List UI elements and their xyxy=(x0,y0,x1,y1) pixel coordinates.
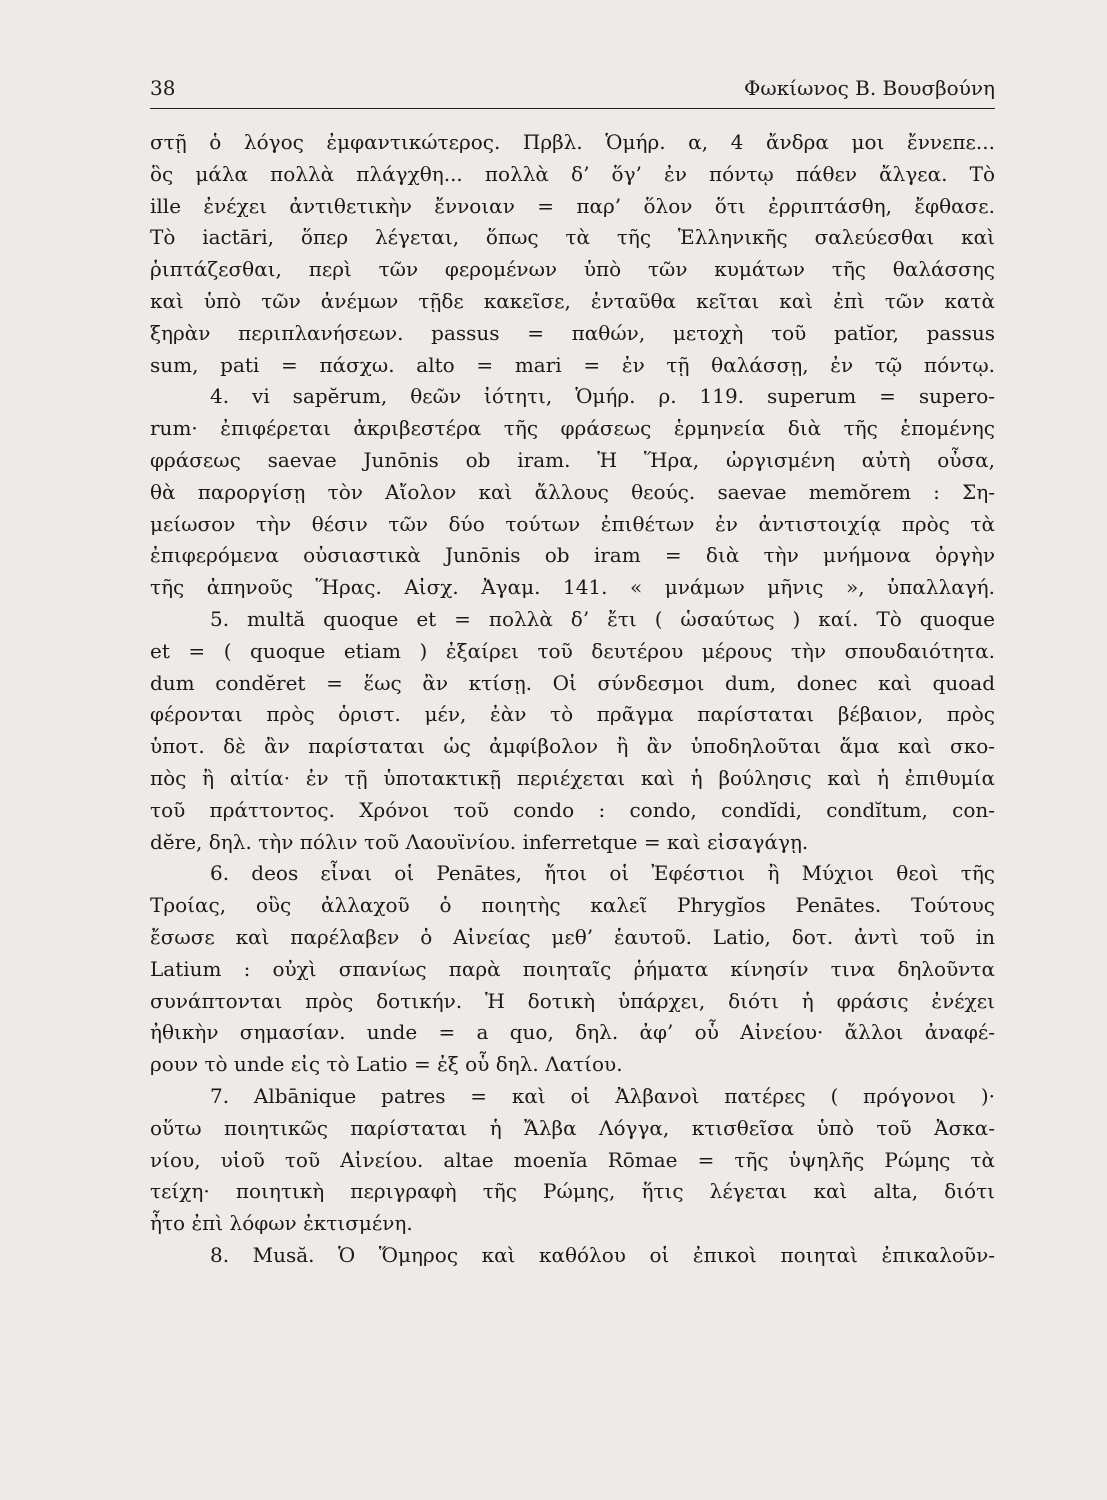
page-number: 38 xyxy=(150,76,176,100)
text-line: 4. vi sapĕrum, θεῶν ἰότητι, Ὁμήρ. ρ. 119. superum = supero- xyxy=(210,384,995,409)
text-line: et = ( quoque etiam ) ἐξαίρει τοῦ δευτέρου μέρους τὴν σπουδαιότητα. xyxy=(150,638,995,663)
text-line: 6. deos εἶναι οἱ Penātes, ἤτοι οἱ Ἐφέστιοι ἢ Μύχιοι θεοὶ τῆς xyxy=(210,861,995,886)
text-line: τῆς ἀπηνοῦς Ἥρας. Αἰσχ. Ἀγαμ. 141. « μνάμων μῆνις », ὑπαλλαγή. xyxy=(150,575,995,600)
text-line: Latium : οὐχὶ σπανίως παρὰ ποιηταῖς ῥήματα κίνησίν τινα δηλοῦντα xyxy=(150,956,995,981)
text-line: ξηρὰν περιπλανήσεων. passus = παθών, μετοχὴ τοῦ patĭor, passus xyxy=(150,320,995,345)
text-line: sum, pati = πάσχω. alto = mari = ἐν τῇ θαλάσσῃ, ἐν τῷ πόντῳ. xyxy=(150,352,995,377)
text-line: ἐπιφερόμενα οὐσιαστικὰ Junōnis ob iram = διὰ τὴν μνήμονα ὀργὴν xyxy=(150,543,995,568)
text-line: 7. Albānique patres = καὶ οἱ Ἀλβανοὶ πατέρες ( πρόγονοι )· xyxy=(210,1083,995,1108)
text-line: οὕτω ποιητικῶς παρίσταται ἡ Ἄλβα Λόγγα, κτισθεῖσα ὑπὸ τοῦ Ἀσκα- xyxy=(150,1115,995,1140)
text-line: καὶ ὑπὸ τῶν ἀνέμων τῇδε κακεῖσε, ἐνταῦθα κεῖται καὶ ἐπὶ τῶν κατὰ xyxy=(150,288,995,313)
text-line: 8. Musă. Ὁ Ὅμηρος καὶ καθόλου οἱ ἐπικοὶ ποιηταὶ ἐπικαλοῦν- xyxy=(210,1242,995,1267)
text-line: 5. multă quoque et = πολλὰ δ’ ἔτι ( ὡσαύτως ) καί. Τὸ quoque xyxy=(210,606,995,631)
text-line: στῇ ὁ λόγος ἐμφαντικώτερος. Πρβλ. Ὁμήρ. α, 4 ἄνδρα μοι ἔννεπε... xyxy=(150,130,995,154)
text-line: φέρονται πρὸς ὁριστ. μέν, ἐὰν τὸ πρᾶγμα παρίσταται βέβαιον, πρὸς xyxy=(150,702,995,727)
text-line: τείχη· ποιητικὴ περιγραφὴ τῆς Ρώμης, ἥτις λέγεται καὶ alta, διότι xyxy=(150,1179,995,1204)
text-line: τοῦ πράττοντος. Χρόνοι τοῦ condo : condo, condĭdi, condĭtum, con- xyxy=(150,797,995,822)
text-line: ἠθικὴν σημασίαν. unde = a quo, δηλ. ἀφ’ οὗ Αἰνείου· ἄλλοι ἀναφέ- xyxy=(150,1020,995,1045)
text-line: μείωσον τὴν θέσιν τῶν δύο τούτων ἐπιθέτων ἐν ἀντιστοιχίᾳ πρὸς τὰ xyxy=(150,511,995,536)
commentary-text xyxy=(150,127,995,1272)
text-line: ἦτο ἐπὶ λόφων ἐκτισμένη. xyxy=(150,1211,413,1236)
text-line: ἔσωσε καὶ παρέλαβεν ὁ Αἰνείας μεθ’ ἑαυτοῦ. Latio, δοτ. ἀντὶ τοῦ in xyxy=(150,924,995,949)
text-line: rum· ἐπιφέρεται ἀκριβεστέρα τῆς φράσεως ἑρμηνεία διὰ τῆς ἑπομένης xyxy=(150,416,995,441)
text-line: dum condĕret = ἕως ἂν κτίσῃ. Οἱ σύνδεσμοι dum, donec καὶ quoad xyxy=(150,670,995,695)
text-line: φράσεως saevae Junōnis ob iram. Ἡ Ἥρα, ὠργισμένη αὐτὴ οὖσα, xyxy=(150,447,995,472)
text-line: Τὸ iactāri, ὅπερ λέγεται, ὅπως τὰ τῆς Ἑλληνικῆς σαλεύεσθαι καὶ xyxy=(150,225,995,250)
text-line: πὸς ἢ αἰτία· ἐν τῇ ὑποτακτικῇ περιέχεται καὶ ἡ βούλησις καὶ ἡ ἐπιθυμία xyxy=(150,765,995,790)
text-line: ὑποτ. δὲ ἂν παρίσταται ὡς ἀμφίβολον ἢ ἂν ὑποδηλοῦται ἅμα καὶ σκο- xyxy=(150,734,995,759)
running-title: Φωκίωνος Β. Βουσβούνη xyxy=(744,76,995,100)
text-line: ὃς μάλα πολλὰ πλάγχθη... πολλὰ δ’ ὅγ’ ἐν πόντῳ πάθεν ἄλγεα. Τὸ xyxy=(150,161,995,186)
text-line: συνάπτονται πρὸς δοτικήν. Ἡ δοτικὴ ὑπάρχει, διότι ἡ φράσις ἐνέχει xyxy=(150,988,995,1013)
text-line: dĕre, δηλ. τὴν πόλιν τοῦ Λαουϊνίου. inferretque = καὶ εἰσαγάγῃ. xyxy=(150,829,809,854)
text-line: Τροίας, οὓς ἀλλαχοῦ ὁ ποιητὴς καλεῖ Phrygĭos Penātes. Τούτους xyxy=(150,893,995,918)
text-line: ῥιπτάζεσθαι, περὶ τῶν φερομένων ὑπὸ τῶν κυμάτων τῆς θαλάσσης xyxy=(150,257,995,282)
text-line: νίου, υἱοῦ τοῦ Αἰνείου. altae moenĭa Rōmae = τῆς ὑψηλῆς Ρώμης τὰ xyxy=(150,1147,995,1172)
text-line: θὰ παροργίσῃ τὸν Αἴολον καὶ ἄλλους θεούς. saevae memŏrem : Ση- xyxy=(150,479,995,504)
page-header xyxy=(150,70,995,106)
text-line: ille ἐνέχει ἀντιθετικὴν ἔννοιαν = παρ’ ὅλον ὅτι ἐρριπτάσθη, ἔφθασε. xyxy=(150,193,995,218)
header-rule xyxy=(150,108,995,109)
text-line: ρουν τὸ unde εἰς τὸ Latio = ἐξ οὗ δηλ. Λατίου. xyxy=(150,1052,623,1077)
